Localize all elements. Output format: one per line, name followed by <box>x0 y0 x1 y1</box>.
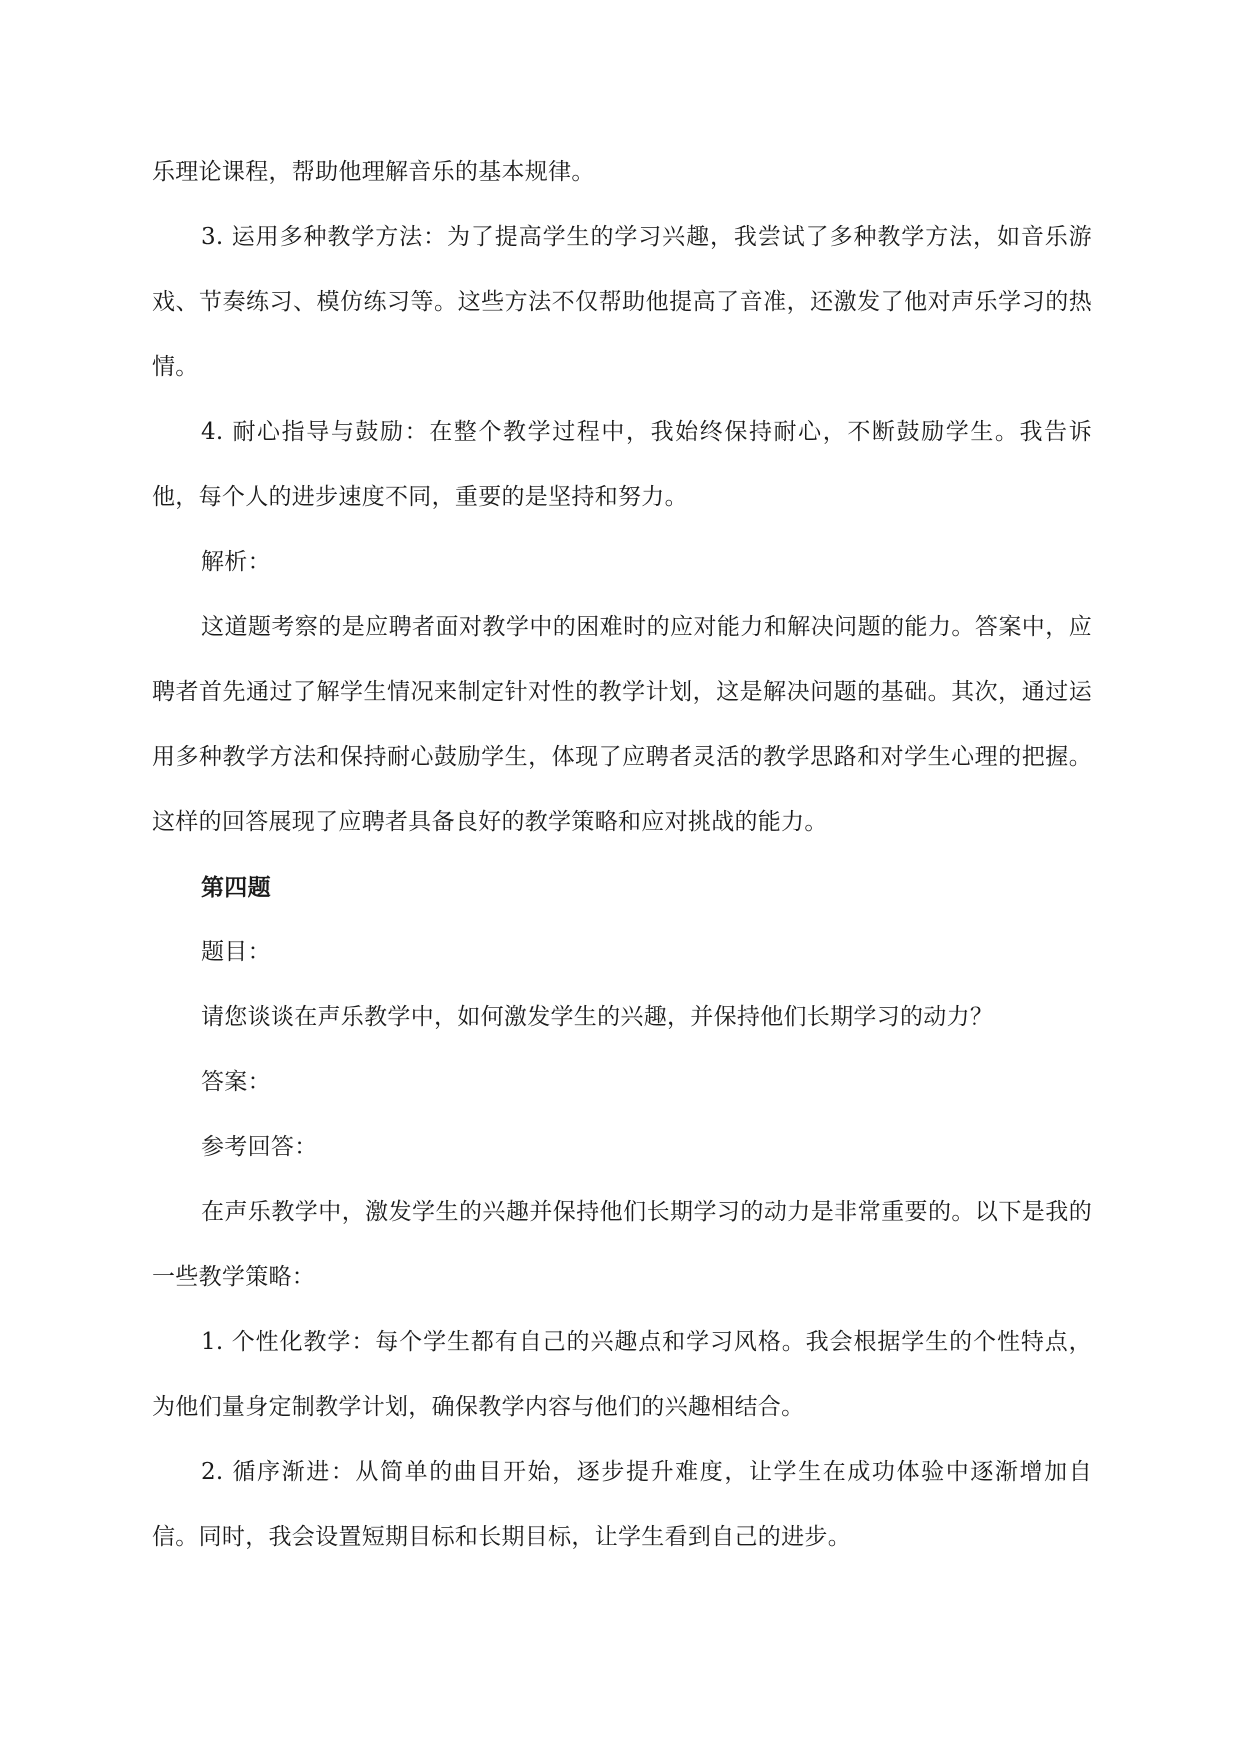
answer-label: 答案： <box>201 1069 271 1095</box>
paragraph-continuation: 乐理论课程，帮助他理解音乐的基本规律。 <box>152 159 595 185</box>
paragraph-method-4: 4. 耐心指导与鼓励：在整个教学过程中，我始终保持耐心，不断鼓励学生。我告诉他，每个人的进步速度不同，重要的是坚持和努力。 <box>152 419 1092 510</box>
analysis-paragraph: 这道题考察的是应聘者面对教学中的困难时的应对能力和解决问题的能力。答案中，应聘者首先通过了解学生情况来制定针对性的教学计划，这是解决问题的基础。其次，通过运用多种教学方法和保持耐心鼓励学生，体现了应聘者灵活的教学思路和对学生心理的把握。这样的回答展现了应聘者具备良好的教学策略和应对挑战的能力。 <box>152 614 1092 835</box>
strategy-1-paragraph: 1. 个性化教学：每个学生都有自己的兴趣点和学习风格。我会根据学生的个性特点，为他们量身定制教学计划，确保教学内容与他们的兴趣相结合。 <box>152 1329 1092 1420</box>
analysis-label: 解析： <box>201 549 271 575</box>
question-text: 请您谈谈在声乐教学中，如何激发学生的兴趣，并保持他们长期学习的动力？ <box>201 1004 994 1030</box>
section-heading: 第四题 <box>201 874 271 901</box>
question-label: 题目： <box>201 939 271 965</box>
reference-answer-label: 参考回答： <box>201 1134 318 1160</box>
strategy-2-paragraph: 2. 循序渐进：从简单的曲目开始，逐步提升难度，让学生在成功体验中逐渐增加自信。同时，我会设置短期目标和长期目标，让学生看到自己的进步。 <box>152 1459 1092 1550</box>
document-body <box>152 140 1092 1570</box>
answer-intro-paragraph: 在声乐教学中，激发学生的兴趣并保持他们长期学习的动力是非常重要的。以下是我的一些教学策略： <box>152 1199 1092 1290</box>
paragraph-method-3: 3. 运用多种教学方法：为了提高学生的学习兴趣，我尝试了多种教学方法，如音乐游戏、节奏练习、模仿练习等。这些方法不仅帮助他提高了音准，还激发了他对声乐学习的热情。 <box>152 224 1092 380</box>
